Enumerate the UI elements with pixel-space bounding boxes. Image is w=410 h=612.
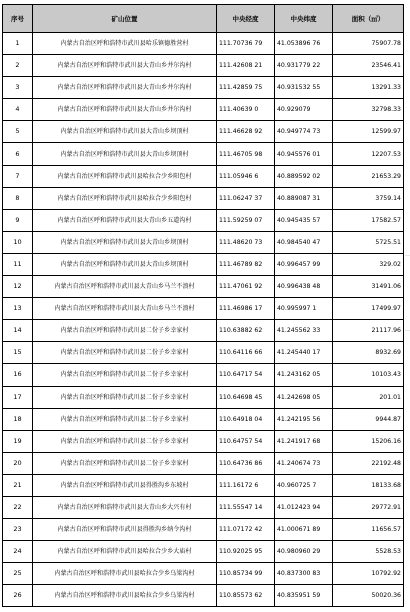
central-longitude: 110.92025 95 (217, 541, 275, 563)
header-no: 序号 (3, 5, 33, 33)
table-row (3, 298, 404, 320)
mine-location-table (2, 4, 404, 607)
central-longitude: 110.64736 86 (217, 452, 275, 474)
central-latitude: 41.241917 68 (275, 430, 333, 452)
central-longitude: 111.46789 82 (217, 253, 275, 275)
table-row (3, 541, 404, 563)
central-latitude: 40.984540 47 (275, 231, 333, 253)
header-lon: 中央经度 (217, 5, 275, 33)
table-row (3, 496, 404, 518)
row-number: 25 (3, 563, 33, 585)
central-longitude: 110.64757 54 (217, 430, 275, 452)
area-value: 5725.51 (333, 231, 404, 253)
area-value: 22192.48 (333, 452, 404, 474)
central-latitude: 41.243162 05 (275, 364, 333, 386)
area-value: 8932.69 (333, 342, 404, 364)
table-row (3, 121, 404, 143)
table-row (3, 276, 404, 298)
row-number: 12 (3, 276, 33, 298)
mine-location: 内蒙古自治区呼和浩特市武川县哈拉合少乡阳包村 (33, 165, 217, 187)
mine-location: 内蒙古自治区呼和浩特市武川县大青山乡坝顶村 (33, 143, 217, 165)
area-value: 50020.36 (333, 585, 404, 607)
table-row (3, 209, 404, 231)
table-row (3, 519, 404, 541)
row-number: 11 (3, 253, 33, 275)
mine-location: 内蒙古自治区呼和浩特市武川县二份子乡幸家村 (33, 430, 217, 452)
row-number: 7 (3, 165, 33, 187)
central-longitude: 111.46986 17 (217, 298, 275, 320)
central-latitude: 41.242698 05 (275, 386, 333, 408)
area-value: 329.02 (333, 253, 404, 275)
table-row (3, 320, 404, 342)
row-number: 5 (3, 121, 33, 143)
table-row (3, 231, 404, 253)
central-latitude: 40.889087 31 (275, 187, 333, 209)
central-latitude: 40.960725 7 (275, 474, 333, 496)
table-row (3, 408, 404, 430)
central-latitude: 40.980960 29 (275, 541, 333, 563)
mine-location: 内蒙古自治区呼和浩特市武川县二份子乡幸家村 (33, 408, 217, 430)
row-number: 18 (3, 408, 33, 430)
central-latitude: 40.995997 1 (275, 298, 333, 320)
central-latitude: 41.245562 33 (275, 320, 333, 342)
header-row (3, 5, 404, 33)
row-number: 6 (3, 143, 33, 165)
row-number: 20 (3, 452, 33, 474)
row-number: 10 (3, 231, 33, 253)
area-value: 21653.29 (333, 165, 404, 187)
mine-location: 内蒙古自治区呼和浩特市武川县大青山乡大兴有村 (33, 496, 217, 518)
row-number: 19 (3, 430, 33, 452)
mine-location: 内蒙古自治区呼和浩特市武川县大青山乡五道沟村 (33, 209, 217, 231)
mine-location: 内蒙古自治区呼和浩特市武川县二份子乡幸家村 (33, 386, 217, 408)
area-value: 23546.41 (333, 55, 404, 77)
central-latitude: 41.240674 73 (275, 452, 333, 474)
area-value: 15206.16 (333, 430, 404, 452)
table-row (3, 253, 404, 275)
central-latitude: 41.012423 94 (275, 496, 333, 518)
row-number: 21 (3, 474, 33, 496)
central-longitude: 110.64698 45 (217, 386, 275, 408)
area-value: 201.01 (333, 386, 404, 408)
mine-location: 内蒙古自治区呼和浩特市武川县二份子乡幸家村 (33, 452, 217, 474)
table-row (3, 364, 404, 386)
area-value: 18133.68 (333, 474, 404, 496)
row-number: 16 (3, 364, 33, 386)
area-value: 17582.57 (333, 209, 404, 231)
central-latitude: 41.242195 56 (275, 408, 333, 430)
table-body (3, 33, 404, 607)
table-row (3, 33, 404, 55)
central-latitude: 40.889592 02 (275, 165, 333, 187)
table-row (3, 77, 404, 99)
central-longitude: 111.05946 6 (217, 165, 275, 187)
table-row (3, 99, 404, 121)
table-row (3, 342, 404, 364)
central-longitude: 110.85573 62 (217, 585, 275, 607)
area-value: 10792.92 (333, 563, 404, 585)
central-latitude: 40.949774 73 (275, 121, 333, 143)
area-value: 75907.78 (333, 33, 404, 55)
central-longitude: 111.07172 42 (217, 519, 275, 541)
header-lat: 中央纬度 (275, 5, 333, 33)
central-latitude: 40.945435 57 (275, 209, 333, 231)
central-longitude: 111.42859 75 (217, 77, 275, 99)
row-number: 23 (3, 519, 33, 541)
edge-mark (405, 330, 410, 331)
central-latitude: 40.929079 (275, 99, 333, 121)
central-longitude: 111.47061 92 (217, 276, 275, 298)
central-latitude: 41.000671 89 (275, 519, 333, 541)
area-value: 10103.43 (333, 364, 404, 386)
mine-location: 内蒙古自治区呼和浩特市武川县哈拉合少乡乌梁沟村 (33, 585, 217, 607)
mine-location: 内蒙古自治区呼和浩特市武川县大青山乡坝顶村 (33, 253, 217, 275)
central-longitude: 111.59259 07 (217, 209, 275, 231)
mine-location: 内蒙古自治区呼和浩特市武川县得胜沟乡纳令沟村 (33, 519, 217, 541)
central-latitude: 40.931779 22 (275, 55, 333, 77)
central-longitude: 111.46705 98 (217, 143, 275, 165)
row-number: 24 (3, 541, 33, 563)
central-latitude: 40.835951 59 (275, 585, 333, 607)
central-longitude: 111.16172 6 (217, 474, 275, 496)
central-longitude: 110.64918 04 (217, 408, 275, 430)
area-value: 21117.96 (333, 320, 404, 342)
row-number: 22 (3, 496, 33, 518)
mine-location: 内蒙古自治区呼和浩特市武川县大青山乡马兰不浪村 (33, 298, 217, 320)
central-longitude: 111.70736 79 (217, 33, 275, 55)
area-value: 11656.57 (333, 519, 404, 541)
central-latitude: 41.245440 17 (275, 342, 333, 364)
area-value: 3759.14 (333, 187, 404, 209)
central-longitude: 111.06247 37 (217, 187, 275, 209)
mine-location: 内蒙古自治区呼和浩特市武川县二份子乡幸家村 (33, 320, 217, 342)
area-value: 12599.97 (333, 121, 404, 143)
area-value: 9944.87 (333, 408, 404, 430)
central-longitude: 110.63882 62 (217, 320, 275, 342)
mine-location: 内蒙古自治区呼和浩特市武川县大青山乡井尔沟村 (33, 55, 217, 77)
central-longitude: 111.42608 21 (217, 55, 275, 77)
row-number: 14 (3, 320, 33, 342)
central-latitude: 40.996457 99 (275, 253, 333, 275)
mine-location: 内蒙古自治区呼和浩特市武川县哈拉合少乡乌梁沟村 (33, 563, 217, 585)
central-latitude: 40.996438 48 (275, 276, 333, 298)
central-latitude: 41.053896 76 (275, 33, 333, 55)
row-number: 9 (3, 209, 33, 231)
mine-location: 内蒙古自治区呼和浩特市武川县大青山乡井尔沟村 (33, 77, 217, 99)
central-latitude: 40.837300 83 (275, 563, 333, 585)
mine-location: 内蒙古自治区呼和浩特市武川县哈拉合少乡大庙村 (33, 541, 217, 563)
header-name: 矿山位置 (33, 5, 217, 33)
central-latitude: 40.945576 01 (275, 143, 333, 165)
area-value: 17499.97 (333, 298, 404, 320)
mine-location: 内蒙古自治区呼和浩特市武川县大青山乡坝顶村 (33, 121, 217, 143)
central-longitude: 111.55547 14 (217, 496, 275, 518)
table-row (3, 165, 404, 187)
area-value: 31491.06 (333, 276, 404, 298)
area-value: 32798.33 (333, 99, 404, 121)
table-row (3, 55, 404, 77)
central-longitude: 111.40639 0 (217, 99, 275, 121)
row-number: 4 (3, 99, 33, 121)
central-longitude: 110.85734 99 (217, 563, 275, 585)
table-row (3, 585, 404, 607)
row-number: 8 (3, 187, 33, 209)
mine-location: 内蒙古自治区呼和浩特市武川县二份子乡幸家村 (33, 364, 217, 386)
row-number: 26 (3, 585, 33, 607)
edge-mark (405, 255, 410, 256)
table-row (3, 386, 404, 408)
mine-location-table-sheet (2, 4, 403, 607)
table-row (3, 143, 404, 165)
area-value: 29772.91 (333, 496, 404, 518)
row-number: 17 (3, 386, 33, 408)
area-value: 5528.53 (333, 541, 404, 563)
area-value: 12207.53 (333, 143, 404, 165)
central-longitude: 111.48620 73 (217, 231, 275, 253)
mine-location: 内蒙古自治区呼和浩特市武川县二份子乡幸家村 (33, 342, 217, 364)
area-value: 13291.33 (333, 77, 404, 99)
mine-location: 内蒙古自治区呼和浩特市武川县大青山乡坝顶村 (33, 231, 217, 253)
table-row (3, 563, 404, 585)
header-area: 面积（㎡） (333, 5, 404, 33)
central-longitude: 110.64116 66 (217, 342, 275, 364)
central-longitude: 111.46628 92 (217, 121, 275, 143)
row-number: 2 (3, 55, 33, 77)
table-row (3, 430, 404, 452)
row-number: 1 (3, 33, 33, 55)
row-number: 15 (3, 342, 33, 364)
central-latitude: 40.931532 55 (275, 77, 333, 99)
table-row (3, 187, 404, 209)
mine-location: 内蒙古自治区呼和浩特市武川县大青山乡井尔沟村 (33, 99, 217, 121)
row-number: 3 (3, 77, 33, 99)
table-row (3, 474, 404, 496)
mine-location: 内蒙古自治区呼和浩特市武川县得胜沟乡东坡村 (33, 474, 217, 496)
table-header (3, 5, 404, 33)
central-longitude: 110.64717 54 (217, 364, 275, 386)
mine-location: 内蒙古自治区呼和浩特市武川县哈拉合少乡阳包村 (33, 187, 217, 209)
mine-location: 内蒙古自治区呼和浩特市武川县哈乐镇德胜营村 (33, 33, 217, 55)
row-number: 13 (3, 298, 33, 320)
table-row (3, 452, 404, 474)
mine-location: 内蒙古自治区呼和浩特市武川县大青山乡马兰不浪村 (33, 276, 217, 298)
